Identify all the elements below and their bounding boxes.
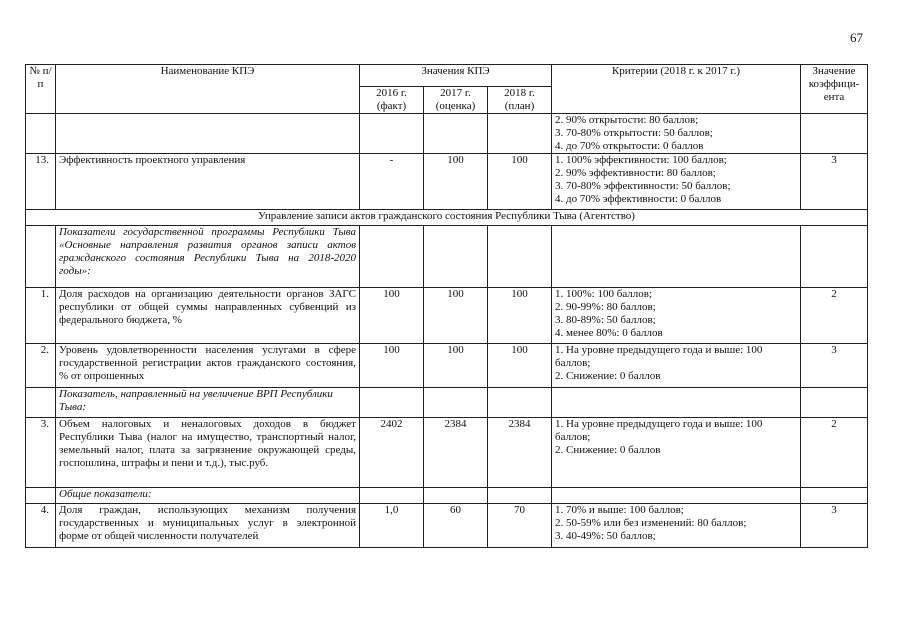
criteria-cell: 1. На уровне предыдущего года и выше: 100 баллов; 2. Снижение: 0 баллов xyxy=(552,418,801,488)
kpi-name: Доля расходов на организацию деятельности органов ЗАГС республики от общей суммы направленных субвенций из федерального бюджета, % xyxy=(56,288,360,344)
table-row: 1. Доля расходов на организацию деятельности органов ЗАГС республики от общей суммы направленных субвенций из федерального бюджета, % 100 100 100 1. 100%: 100 баллов; 2. 90-99%: 80 баллов; 3. 80-89%: 50 баллов; 4. менее 80%: 0 баллов 2 xyxy=(26,288,868,344)
criteria-cell: 1. На уровне предыдущего года и выше: 100 баллов; 2. Снижение: 0 баллов xyxy=(552,344,801,388)
section-title: Управление записи актов гражданского состояния Республики Тыва (Агентство) xyxy=(26,210,868,226)
page-number: 67 xyxy=(850,30,863,45)
section-title-row xyxy=(26,210,868,226)
subheader-row xyxy=(26,388,868,418)
subheader-text: Показатель, направленный на увеличение ВРП Республики Тыва: xyxy=(56,388,360,418)
criteria-cell: 1. 100%: 100 баллов; 2. 90-99%: 80 баллов; 3. 80-89%: 50 баллов; 4. менее 80%: 0 баллов xyxy=(552,288,801,344)
kpi-name: Уровень удовлетворенности населения услугами в сфере государственной регистрации актов гражданского состояния, % от опрошенных xyxy=(56,344,360,388)
col-2017-header: 2017 г. (оценка) xyxy=(424,87,488,114)
col-name-header: Наименование КПЭ xyxy=(56,65,360,114)
table-row: 3. Объем налоговых и неналоговых доходов в бюджет Республики Тыва (налог на имущество, транспортный налог, земельный налог, плата за загрязнение окружающей среды, госпошлина, штрафы и пени и т.д.), тыс.руб. 2402 2384 2384 1. На уровне предыдущего года и выше: 100 баллов; 2. Снижение: 0 баллов 2 xyxy=(26,418,868,488)
kpe-table xyxy=(25,64,868,548)
kpi-name: Доля граждан, использующих механизм получения государственных и муниципальных услуг в электронной форме от общей численности получателей xyxy=(56,504,360,548)
kpi-name: Объем налоговых и неналоговых доходов в бюджет Республики Тыва (налог на имущество, транспортный налог, земельный налог, плата за загрязнение окружающей среды, госпошлина, штрафы и пени и т.д.), тыс.руб. xyxy=(56,418,360,488)
subheader-text: Показатели государственной программы Республики Тыва «Основные направления развития органов записи актов гражданского состояния Республики Тыва на 2018-2020 годы»: xyxy=(56,226,360,288)
col-num-header: № п/п xyxy=(26,65,56,114)
subheader-text: Общие показатели: xyxy=(56,488,360,504)
criteria-cell: 1. 70% и выше: 100 баллов; 2. 50-59% или без изменений: 80 баллов; 3. 40-49%: 50 баллов; xyxy=(552,504,801,548)
subheader-row xyxy=(26,226,868,288)
subheader-row xyxy=(26,488,868,504)
col-values-header: Значения КПЭ xyxy=(360,65,552,87)
criteria-cell: 1. 100% эффективности: 100 баллов; 2. 90% эффективности: 80 баллов; 3. 70-80% эффективности: 50 баллов; 4. до 70% эффективности: 0 баллов xyxy=(552,154,801,210)
header-row xyxy=(26,65,868,87)
criteria-cell: 2. 90% открытости: 80 баллов; 3. 70-80% открытости: 50 баллов; 4. до 70% открытости: 0 баллов xyxy=(552,114,801,154)
col-2016-header: 2016 г. (факт) xyxy=(360,87,424,114)
col-coef-header: Значение коэффици-ента xyxy=(801,65,868,114)
table-row xyxy=(26,114,868,154)
table-row: 13. Эффективность проектного управления - 100 100 1. 100% эффективности: 100 баллов; 2. 90% эффективности: 80 баллов; 3. 70-80% эффективности: 50 баллов; 4. до 70% эффективности: 0 баллов 3 xyxy=(26,154,868,210)
kpi-name: Эффективность проектного управления xyxy=(56,154,360,210)
col-criteria-header: Критерии (2018 г. к 2017 г.) xyxy=(552,65,801,114)
table-row: 4. Доля граждан, использующих механизм получения государственных и муниципальных услуг в электронной форме от общей численности получателей 1,0 60 70 1. 70% и выше: 100 баллов; 2. 50-59% или без изменений: 80 баллов; 3. 40-49%: 50 баллов; 3 xyxy=(26,504,868,548)
table-row: 2. Уровень удовлетворенности населения услугами в сфере государственной регистрации актов гражданского состояния, % от опрошенных 100 100 100 1. На уровне предыдущего года и выше: 100 баллов; 2. Снижение: 0 баллов 3 xyxy=(26,344,868,388)
col-2018-header: 2018 г. (план) xyxy=(488,87,552,114)
